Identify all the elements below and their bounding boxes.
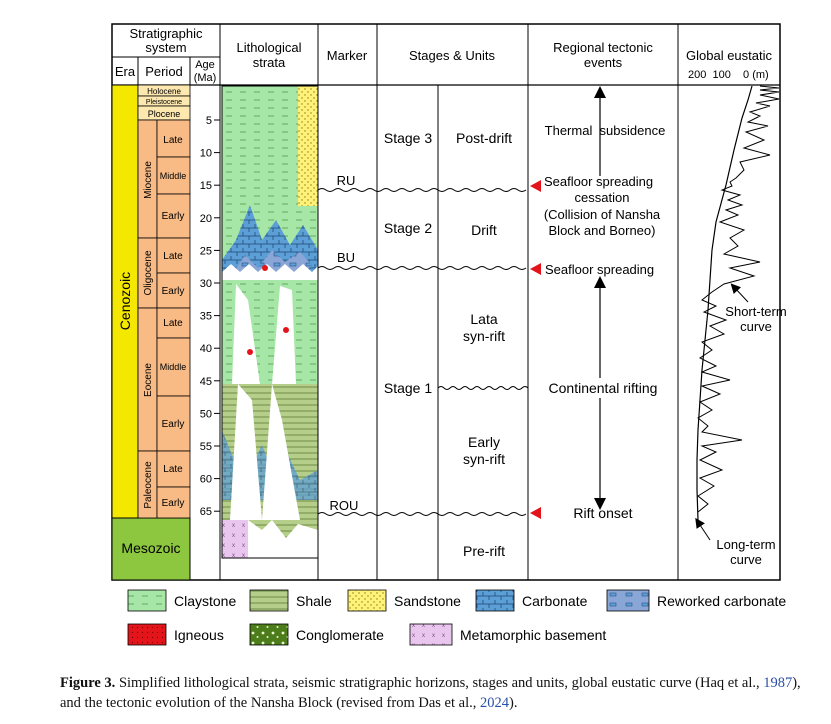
age-tick-label: 40 (199, 343, 212, 356)
age-tick-label: 5 (205, 115, 212, 127)
header-era: Era (114, 64, 136, 79)
event-spreading: Seafloor spreading (545, 262, 655, 277)
epoch-plocene: Plocene (147, 109, 181, 119)
long-term-label-1: Long-term (716, 537, 776, 552)
age-tick-label: 35 (199, 310, 212, 323)
short-term-label-2: curve (740, 319, 772, 334)
stage-3: Stage 3 (383, 130, 433, 146)
table-frame (112, 24, 780, 580)
event-cessation-3: (Collision of Nansha (543, 207, 661, 222)
caption-text-c: ). (508, 695, 518, 711)
caption-ref-das[interactable]: 2024 (479, 695, 509, 711)
epoch-oligocene: Oligocene (143, 250, 154, 296)
unit-lata-syn-rift: syn-rift (463, 328, 505, 344)
legend-conglomerate: Conglomerate (296, 627, 384, 643)
marker-ru: RU (336, 173, 356, 188)
legend-sandstone: Sandstone (394, 593, 461, 609)
unit-lata: Lata (470, 311, 498, 327)
event-rift-onset: Rift onset (573, 505, 633, 521)
header-eustatic: Global eustatic (686, 48, 772, 63)
epoch-paleocene: Paleocene (143, 461, 154, 509)
unit-early-syn-rift: syn-rift (463, 451, 505, 467)
age-tick-label: 25 (199, 245, 212, 258)
legend (128, 590, 786, 645)
age-tick-label: 10 (199, 147, 212, 160)
header-age-2: (Ma) (193, 72, 217, 84)
age-tick-label: 60 (199, 473, 212, 486)
short-term-label-1: Short-term (725, 304, 787, 319)
stage-2: Stage 2 (383, 220, 433, 236)
sub-paleocene-early: Early (161, 498, 185, 509)
legend-swatch-sandstone (348, 590, 386, 611)
era-mesozoic-label: Mesozoic (121, 540, 181, 556)
sub-miocene-early: Early (161, 211, 185, 222)
age-axis (200, 115, 220, 518)
caption-label: Figure 3. (60, 675, 116, 691)
figure-caption (60, 673, 812, 713)
epoch-pleistocene: Pleistocene (145, 99, 183, 106)
event-thermal: Thermal subsidence (544, 123, 666, 138)
header-litho-2: strata (252, 55, 286, 70)
age-tick-label: 30 (199, 278, 212, 290)
header-stages: Stages & Units (409, 48, 495, 63)
legend-igneous: Igneous (174, 627, 224, 643)
legend-swatch-claystone (128, 590, 166, 611)
sub-paleocene-late: Late (163, 464, 183, 475)
short-term-arrow (734, 287, 748, 302)
bu-triangle (530, 263, 541, 275)
unit-drift: Drift (471, 222, 497, 238)
header-tectonic-2: events (583, 55, 623, 70)
header-age-1: Age (195, 59, 215, 71)
unit-pre-rift: Pre-rift (463, 543, 505, 559)
header-litho-1: Lithological (236, 40, 302, 55)
event-cessation-4: Block and Borneo) (548, 223, 656, 238)
marker-bu: BU (336, 250, 356, 265)
header-strat-2: system (145, 40, 187, 55)
age-tick-label: 20 (199, 212, 212, 225)
epoch-holocene: Holocene (147, 87, 181, 96)
marker-rou: ROU (329, 498, 359, 513)
stage-1: Stage 1 (383, 380, 433, 396)
age-tick-label: 15 (199, 180, 212, 193)
legend-swatch-reworked-carbonate (607, 590, 649, 611)
short-term-curve (698, 86, 779, 512)
sub-oligocene-late: Late (163, 251, 183, 262)
unit-early: Early (468, 434, 500, 450)
age-tick-label: 45 (199, 375, 212, 388)
long-term-curve (697, 86, 752, 520)
legend-claystone: Claystone (174, 593, 237, 609)
ru-triangle (530, 180, 541, 192)
legend-swatch-igneous (128, 624, 166, 645)
epoch-column (138, 85, 190, 518)
legend-swatch-metamorphic (410, 624, 452, 645)
event-cessation-1: Seafloor spreading (544, 174, 654, 189)
stage1-boundary-line (438, 387, 528, 390)
long-term-label-2: curve (730, 552, 762, 567)
sub-miocene-middle: Middle (159, 171, 187, 181)
long-term-arrow (698, 522, 710, 540)
legend-metamorphic-basement: Metamorphic basement (460, 627, 607, 643)
sub-eocene-middle: Middle (159, 362, 187, 372)
caption-ref-haq[interactable]: 1987 (763, 675, 793, 691)
header-period: Period (145, 64, 183, 79)
legend-reworked-carbonate: Reworked carbonate (657, 593, 787, 609)
legend-swatch-conglomerate (250, 624, 288, 645)
sub-oligocene-early: Early (161, 286, 185, 297)
event-rifting: Continental rifting (548, 380, 658, 396)
sub-eocene-late: Late (163, 318, 183, 329)
caption-text-a: Simplified lithological strata, seismic stratigraphic horizons, stages and units, global eustatic curve (Haq et al., (115, 675, 764, 691)
legend-swatch-carbonate (476, 590, 514, 611)
age-tick-label: 65 (199, 506, 212, 519)
era-cenozoic-label: Cenozoic (117, 271, 133, 331)
rou-triangle (530, 507, 541, 519)
legend-shale: Shale (296, 593, 332, 609)
event-cessation-2: cessation (574, 190, 630, 205)
lithology-column (222, 86, 318, 558)
horizon-line-bu (318, 267, 526, 270)
sub-eocene-early: Early (161, 419, 185, 430)
age-tick-label: 55 (199, 441, 212, 453)
epoch-miocene: Miocene (143, 161, 154, 199)
age-tick-label: 50 (199, 408, 212, 421)
horizon-line-ru (318, 189, 526, 192)
caption-text-b: ), and the tectonic evolution of the Nansha Block (revised from Das et al., (60, 675, 801, 711)
unit-post-drift: Post-drift (455, 130, 513, 146)
header-tectonic-1: Regional tectonic (553, 40, 653, 55)
sub-miocene-late: Late (163, 135, 183, 146)
epoch-eocene: Eocene (143, 363, 154, 397)
header-marker: Marker (326, 48, 368, 63)
legend-carbonate: Carbonate (522, 593, 588, 609)
header-strat-1: Stratigraphic (129, 26, 203, 41)
header-eustatic-scale: 200 100 0 (m) (688, 69, 769, 81)
legend-swatch-shale (250, 590, 288, 611)
